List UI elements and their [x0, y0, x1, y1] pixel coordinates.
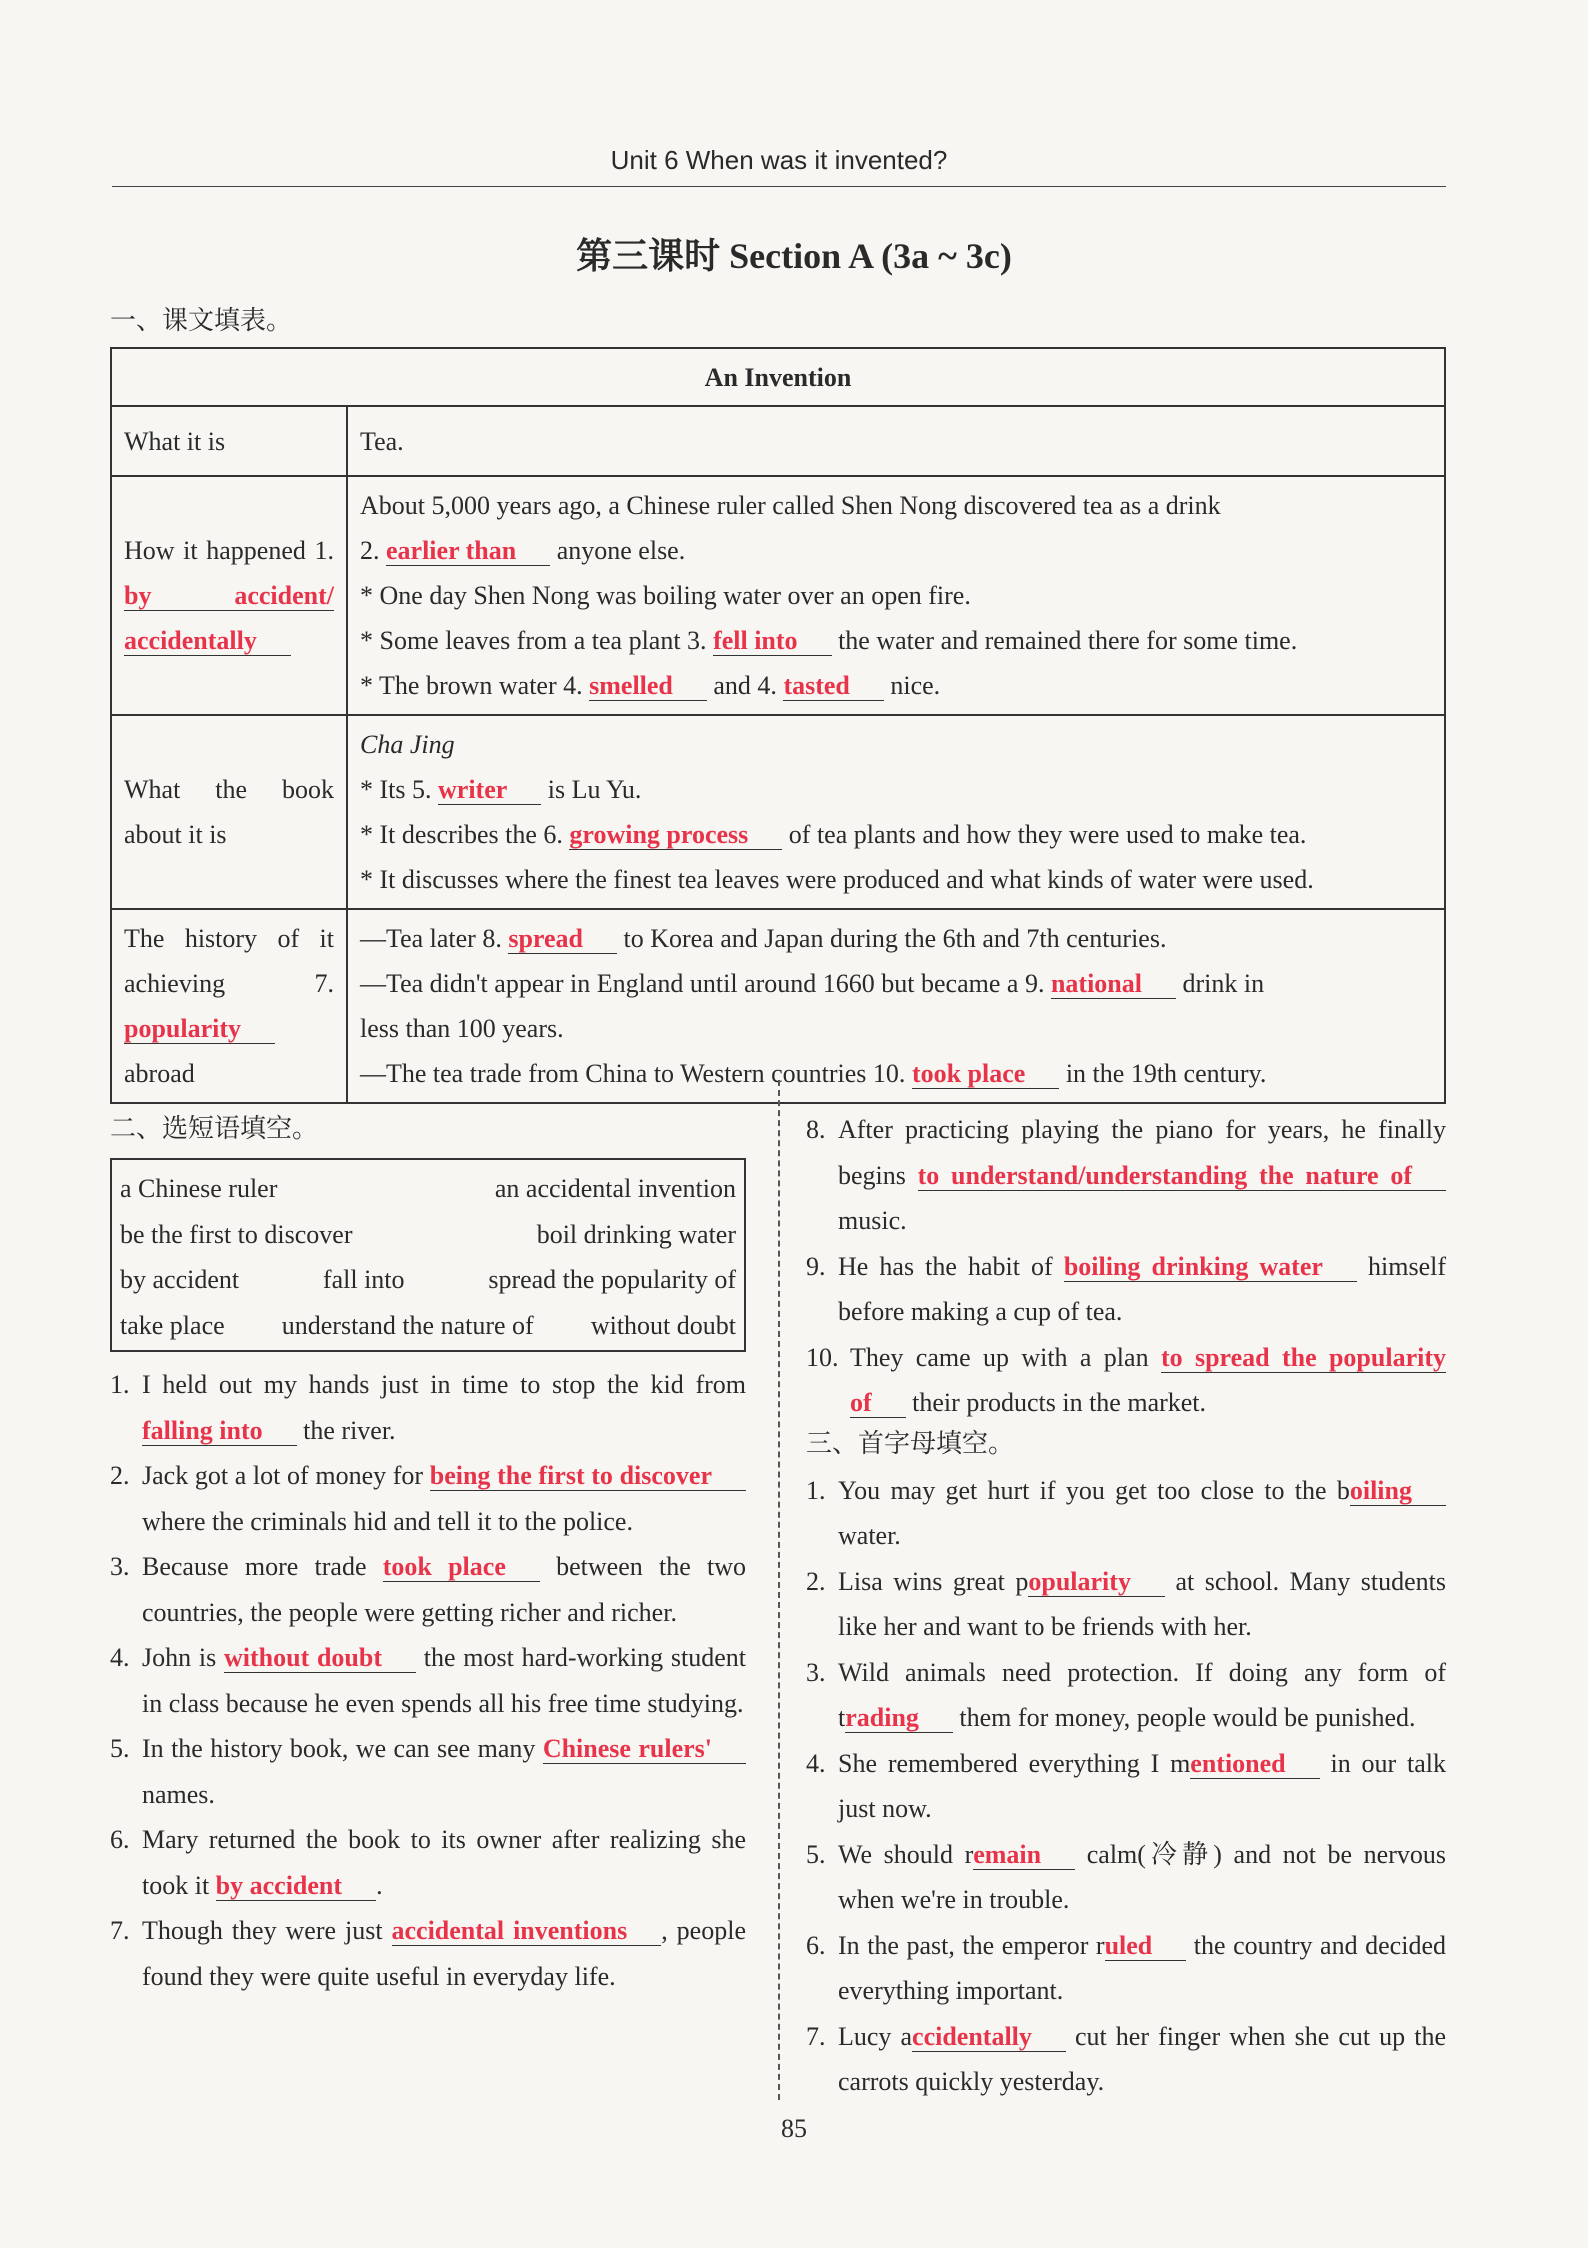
phrase-row [120, 1303, 736, 1349]
text-segment: drink in [1175, 969, 1265, 998]
text-segment: is Lu Yu. [541, 775, 642, 804]
item-number: 3. [110, 1552, 130, 1581]
content-line [360, 767, 1432, 812]
text-segment: She remembered everything I m [838, 1748, 1191, 1778]
answer-blank[interactable]: falling into [142, 1416, 297, 1446]
text-segment: Lucy a [838, 2021, 913, 2051]
answer-blank[interactable]: boiling drinking water [1064, 1252, 1357, 1282]
exercise-item [806, 1244, 1446, 1335]
text-segment: and 4. [706, 671, 784, 700]
text-segment: music. [838, 1206, 907, 1235]
item-number: 6. [806, 1930, 826, 1960]
text-segment: anyone else. [550, 536, 686, 565]
answer-blank[interactable]: took place [912, 1059, 1059, 1089]
section3-items [806, 1468, 1446, 2105]
text-segment: the water and remained there for some time. [831, 626, 1298, 655]
header-divider [112, 186, 1446, 187]
text-segment: water. [838, 1521, 901, 1550]
item-number: 8. [806, 1115, 826, 1144]
phrase-option: fall into [322, 1265, 405, 1294]
answer-blank[interactable]: to spread the popularity of [850, 1342, 1446, 1417]
answer-blank[interactable]: emain [973, 1840, 1075, 1870]
phrase-option: without doubt [590, 1310, 736, 1340]
text-segment: * One day Shen Nong was boiling water over an open fire. [360, 581, 971, 610]
answer-blank[interactable]: national [1051, 969, 1176, 999]
text-segment: Tea. [360, 426, 404, 456]
text-segment: I held out my hands just in time to stop the kid from [142, 1370, 746, 1399]
invention-table [110, 347, 1446, 1104]
exercise-item [806, 1335, 1446, 1426]
text-segment: of tea plants and how they were used to make tea. [782, 820, 1307, 849]
text-segment: How it happened 1. [124, 536, 334, 565]
answer-blank[interactable]: without doubt [224, 1643, 416, 1673]
item-number: 4. [110, 1643, 130, 1672]
item-number: 4. [806, 1748, 826, 1778]
text-segment: them for money, people would be punished. [952, 1703, 1416, 1732]
running-header: Unit 6 When was it invented? [610, 145, 948, 175]
content-line [360, 419, 1432, 464]
content-line [360, 961, 1432, 1006]
phrase-row [120, 1257, 736, 1303]
phrase-option: a Chinese ruler [120, 1174, 278, 1203]
item-number: 5. [110, 1734, 130, 1763]
text-segment: * Some leaves from a tea plant 3. [360, 626, 714, 655]
answer-blank[interactable]: rading [845, 1703, 953, 1733]
item-number: 2. [110, 1461, 130, 1490]
section2-heading: 二、选短语填空。 [110, 1114, 319, 1144]
answer-blank[interactable]: took place [383, 1552, 540, 1582]
phrase-option: be the first to discover [120, 1219, 353, 1249]
text-segment: Jack got a lot of money for [142, 1461, 430, 1490]
phrase-box [110, 1158, 746, 1352]
text-segment: In the past, the emperor r [838, 1930, 1105, 1960]
row-content [347, 476, 1445, 715]
item-number: 7. [110, 1916, 130, 1945]
row-content [347, 715, 1445, 909]
text-segment: He has the habit of [838, 1251, 1064, 1281]
text-segment: What the book about it is [124, 775, 334, 849]
text-segment: himself before making a cup of tea. [838, 1251, 1446, 1326]
exercise-item [806, 1923, 1446, 2014]
exercise-item [110, 1453, 746, 1544]
content-line [360, 722, 1432, 767]
answer-blank[interactable]: fell into [713, 626, 832, 656]
exercise-item [806, 2014, 1446, 2105]
text-segment: 2. [360, 536, 386, 565]
text-segment: at school. Many students like her and want to be friends with her. [838, 1566, 1447, 1641]
phrase-option: by accident [120, 1265, 240, 1294]
exercise-item [806, 1559, 1446, 1650]
answer-blank[interactable]: smelled [589, 671, 707, 701]
text-segment: Wild animals need protection. If doing any form of t [838, 1657, 1446, 1732]
text-segment: , people found they were quite useful in everyday life. [142, 1916, 746, 1991]
item-number: 7. [806, 2021, 826, 2051]
answer-blank[interactable]: tasted [783, 671, 883, 701]
row-label [111, 909, 347, 1103]
exercise-item [806, 1741, 1446, 1832]
text-segment: the country and decided everything important. [838, 1930, 1446, 2005]
text-segment: —Tea later 8. [360, 924, 509, 953]
text-segment: where the criminals hid and tell it to the police. [142, 1506, 633, 1536]
exercise-item [110, 1544, 746, 1635]
text-segment: their products in the market. [905, 1388, 1207, 1417]
text-segment: Mary returned the book to its owner after realizing she took it [142, 1825, 746, 1900]
item-number: 9. [806, 1251, 826, 1281]
phrase-row [120, 1166, 736, 1212]
item-number: 1. [110, 1370, 130, 1399]
text-segment: After practicing playing the piano for years, he finally begins [838, 1115, 1446, 1190]
row-label [111, 715, 347, 909]
exercise-item [110, 1726, 746, 1817]
answer-blank[interactable]: ccidentally [912, 2022, 1066, 2052]
text-segment: the most hard-working student in class because he even spends all his free time studying. [142, 1643, 746, 1718]
answer-blank[interactable]: to understand/understanding the nature of [918, 1161, 1446, 1191]
column-divider [778, 1080, 780, 2100]
item-number: 5. [806, 1839, 826, 1869]
item-number: 10. [806, 1342, 839, 1372]
text-segment: names. [142, 1779, 215, 1809]
answer-blank[interactable]: uled [1105, 1931, 1187, 1961]
content-line [360, 663, 1432, 708]
text-segment: * The brown water 4. [360, 671, 590, 700]
text-segment: . [376, 1870, 383, 1900]
text-segment: In the history book, we can see many [142, 1734, 543, 1763]
text-segment: between the two countries, the people were getting richer and richer. [142, 1552, 746, 1627]
answer-blank[interactable]: popularity [124, 1014, 275, 1044]
table-title: An Invention [111, 348, 1445, 406]
exercise-item [110, 1908, 746, 1999]
text-segment: calm(冷静) and not be nervous when we're in trouble. [838, 1839, 1447, 1914]
answer-blank[interactable]: earlier than [386, 536, 550, 566]
exercise-item [806, 1107, 1446, 1244]
content-line [360, 857, 1432, 902]
answer-blank[interactable]: oiling [1350, 1476, 1446, 1506]
section3 [806, 1422, 1446, 2105]
table-row [111, 406, 1445, 476]
content-line [360, 1051, 1432, 1096]
phrase-option: spread the popularity of [488, 1265, 736, 1294]
table-row [111, 715, 1445, 909]
text-segment: the river. [296, 1415, 396, 1445]
phrase-option: an accidental invention [494, 1174, 736, 1203]
answer-blank[interactable]: accidental inventions [392, 1916, 662, 1946]
section3-heading: 三、首字母填空。 [806, 1429, 1015, 1459]
answer-blank[interactable]: entioned [1190, 1749, 1319, 1779]
answer-blank[interactable]: writer [438, 775, 541, 805]
table-row [111, 909, 1445, 1103]
content-line [360, 618, 1432, 663]
phrase-option: understand the nature of [281, 1310, 534, 1340]
section2-items-left [110, 1362, 746, 1999]
item-number: 1. [806, 1475, 826, 1505]
table-row [111, 476, 1445, 715]
text-segment: What it is [124, 426, 226, 456]
text-segment: * It describes the 6. [360, 820, 570, 849]
text-segment: Because more trade [142, 1552, 383, 1581]
phrase-option: take place [120, 1310, 225, 1340]
content-line [360, 483, 1432, 528]
text-segment: * It discusses where the finest tea leaves were produced and what kinds of water were used. [360, 865, 1314, 894]
text-segment: nice. [883, 671, 941, 700]
text-segment: They came up with a plan [850, 1342, 1161, 1372]
text-segment: in our talk just now. [838, 1748, 1446, 1823]
text-segment: in the 19th century. [1059, 1059, 1267, 1088]
book-title: Cha Jing [360, 730, 455, 759]
text-segment: —The tea trade from China to Western countries 10. [360, 1059, 912, 1088]
exercise-item [110, 1635, 746, 1726]
exercise-item [110, 1362, 746, 1453]
answer-blank[interactable]: opularity [1028, 1567, 1165, 1597]
answer-blank[interactable]: by accident [216, 1871, 376, 1901]
answer-blank[interactable]: growing process [569, 820, 782, 850]
row-content [347, 909, 1445, 1103]
row-label [111, 406, 347, 476]
row-label [111, 476, 347, 715]
row-content [347, 406, 1445, 476]
text-segment: * Its 5. [360, 775, 438, 804]
answer-blank[interactable]: spread [508, 924, 617, 954]
exercise-item [806, 1468, 1446, 1559]
text-segment: cut her finger when she cut up the carrots quickly yesterday. [838, 2021, 1446, 2096]
text-segment: Lisa wins great p [838, 1566, 1029, 1596]
text-segment: You may get hurt if you get too close to the b [838, 1475, 1350, 1505]
content-line [360, 573, 1432, 618]
content-line [360, 1006, 1432, 1051]
answer-blank[interactable]: being the first to discover [430, 1461, 746, 1491]
text-segment: John is [142, 1643, 224, 1672]
page-number: 85 [781, 2114, 807, 2143]
text-segment: We should r [838, 1839, 974, 1869]
text-segment: The history of it achieving 7. [124, 924, 334, 998]
exercise-item [806, 1650, 1446, 1741]
content-line [360, 528, 1432, 573]
phrase-option: boil drinking water [536, 1219, 736, 1249]
text-segment: less than 100 years. [360, 1014, 564, 1043]
content-line [360, 812, 1432, 857]
answer-blank[interactable]: by accident/ accidentally [124, 581, 334, 655]
exercise-item [110, 1817, 746, 1908]
phrase-row [120, 1212, 736, 1258]
text-segment: About 5,000 years ago, a Chinese ruler called Shen Nong discovered tea as a drink [360, 491, 1221, 520]
text-segment: —Tea didn't appear in England until around 1660 but became a 9. [360, 969, 1051, 998]
item-number: 3. [806, 1657, 826, 1687]
exercise-item [806, 1832, 1446, 1923]
answer-blank[interactable]: Chinese rulers' [543, 1734, 746, 1764]
text-segment: Though they were just [142, 1916, 392, 1945]
section1-heading: 一、课文填表。 [110, 306, 293, 336]
content-line [360, 916, 1432, 961]
item-number: 6. [110, 1825, 130, 1854]
section2-items-right [806, 1107, 1446, 1426]
text-segment: to Korea and Japan during the 6th and 7th centuries. [617, 924, 1167, 953]
page-title: 第三课时 Section A (3a ~ 3c) [576, 236, 1012, 276]
text-segment: abroad [124, 1059, 195, 1088]
item-number: 2. [806, 1566, 826, 1596]
